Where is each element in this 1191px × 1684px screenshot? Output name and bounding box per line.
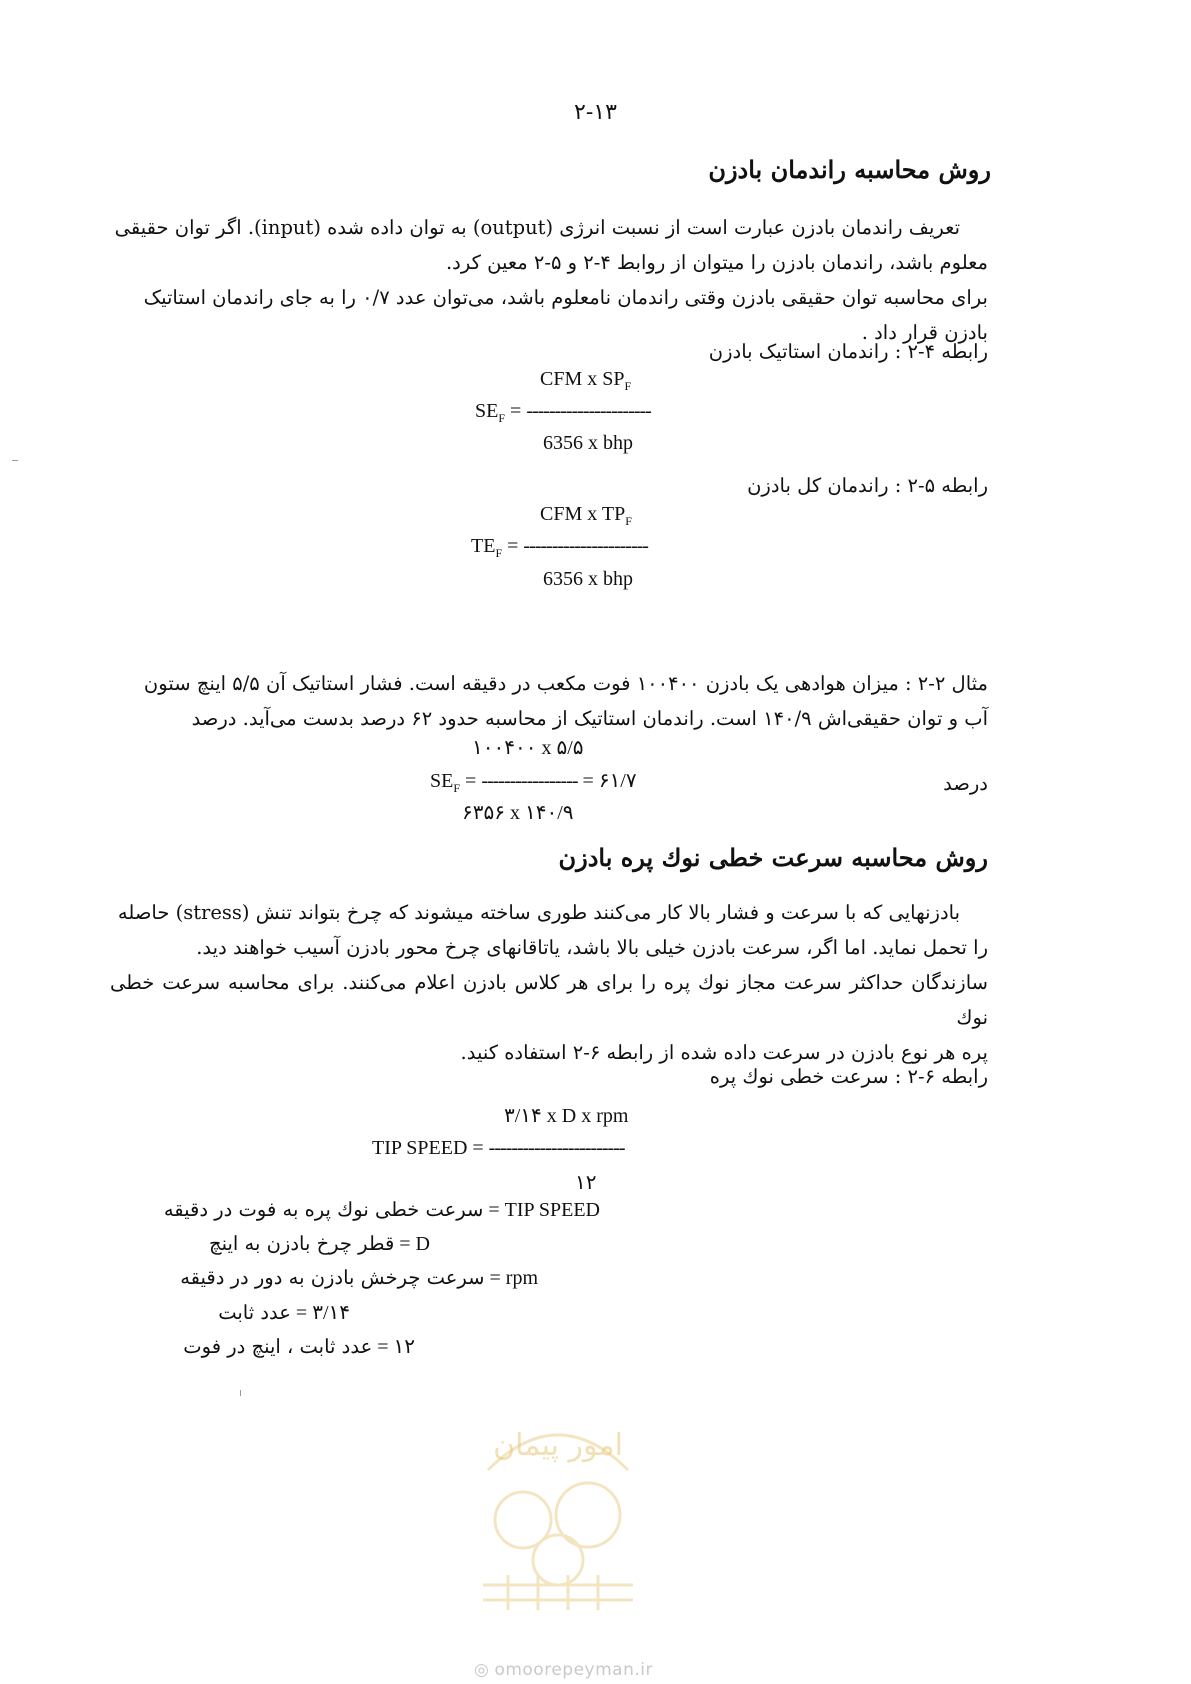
watermark-logo-text: امور پیمان xyxy=(493,1428,623,1463)
example-unit: درصد xyxy=(943,772,988,795)
paragraph-line: را تحمل نماید. اما اگر، سرعت بادزن خیلی بالا باشد، یاتاقانهای چرخ محور بادزن آسیب خواهند دید. xyxy=(196,936,988,959)
relation-6-equation: TIP SPEED = ------------------------ xyxy=(372,1137,625,1159)
section-heading-fan-efficiency: روش محاسبه راندمان بادزن xyxy=(708,155,991,184)
scan-artifact xyxy=(12,460,18,461)
definition-tip-speed: سرعت خطی نوك پره به فوت در دقیقه = TIP SPEED xyxy=(163,1198,600,1221)
globe-icon: ◎ xyxy=(474,1660,490,1680)
watermark-url: ◎ omoorepeyman.ir xyxy=(474,1660,653,1680)
watermark-logo xyxy=(468,1400,648,1615)
definition-twelve: عدد ثابت ، اینچ در فوت = ۱۲ xyxy=(183,1335,415,1358)
paragraph-line: تعریف راندمان بادزن عبارت است از نسبت انرژی (output) به توان داده شده (input). اگر توان حقیقی xyxy=(114,216,960,239)
scan-artifact xyxy=(240,1390,241,1396)
paragraph-line: بادزنهایی که با سرعت و فشار بالا کار می‌کنند طوری ساخته میشوند که چرخ بتواند تنش (stress) حاصله xyxy=(117,901,960,924)
section-heading-tip-speed: روش محاسبه سرعت خطی نوك پره بادزن xyxy=(558,843,988,872)
paragraph-line: مثال ۲-۲ : میزان هوادهی یک بادزن ۱۰۰۴۰۰ فوت مکعب در دقیقه است. فشار استاتیک آن ۵/۵ اینچ ستون xyxy=(143,672,988,695)
definition-d: قطر چرخ بادزن به اینچ = D xyxy=(209,1232,430,1255)
example-numerator: ۱۰۰۴۰۰ x ۵/۵ xyxy=(472,737,584,759)
definition-pi: عدد ثابت = ۳/۱۴ xyxy=(218,1301,350,1324)
relation-4-equation: $SE_F$ = ---------------------- xyxy=(475,400,651,425)
tip-speed-paragraph xyxy=(110,895,988,1070)
intro-paragraph xyxy=(110,210,988,350)
paragraph-line: بادزن قرار داد . xyxy=(861,321,988,344)
relation-4-label: رابطه ۴-۲ : راندمان استاتیک بادزن xyxy=(708,340,988,363)
paragraph-line: آب و توان حقیقی‌اش ۱۴۰/۹ است. راندمان استاتیک از محاسبه حدود ۶۲ درصد بدست می‌آید. درصد xyxy=(191,707,988,730)
relation-5-label: رابطه ۵-۲ : راندمان کل بادزن xyxy=(747,474,988,497)
definition-rpm: سرعت چرخش بادزن به دور در دقیقه = rpm xyxy=(180,1266,538,1289)
example-denominator: ۶۳۵۶ x ۱۴۰/۹ xyxy=(462,802,574,824)
relation-5-numerator: CFM x $TP_F$ xyxy=(540,503,632,528)
relation-4-denominator: 6356 x bhp xyxy=(543,432,633,454)
relation-6-numerator: ۳/۱۴ x D x rpm xyxy=(504,1105,629,1127)
page-number: ۲-۱۳ xyxy=(574,100,617,125)
relation-5-equation: $TE_F$ = ---------------------- xyxy=(471,535,648,560)
example-equation: $SE_F$ = ----------------- = ۶۱/۷ xyxy=(430,770,637,795)
relation-6-denominator: ۱۲ xyxy=(575,1172,597,1194)
relation-6-label: رابطه ۶-۲ : سرعت خطی نوك پره xyxy=(709,1065,988,1088)
relation-5-denominator: 6356 x bhp xyxy=(543,568,633,590)
relation-4-numerator: CFM x $SP_F$ xyxy=(540,368,632,393)
paragraph-line: برای محاسبه توان حقیقی بادزن وقتی راندمان نامعلوم باشد، می‌توان عدد ۰/۷ را به جای راندمان استاتیک xyxy=(143,286,988,309)
symbol-definitions xyxy=(100,1198,600,1368)
paragraph-line: سازندگان حداکثر سرعت مجاز نوك پره را برای هر کلاس بادزن اعلام می‌کنند. برای محاسبه سرعت خطی نوك xyxy=(110,971,988,1029)
paragraph-line: پره هر نوع بادزن در سرعت داده شده از رابطه ۶-۲ استفاده کنید. xyxy=(460,1041,988,1064)
example-paragraph xyxy=(110,666,988,736)
paragraph-line: معلوم باشد، راندمان بادزن را میتوان از روابط ۴-۲ و ۵-۲ معین کرد. xyxy=(445,251,988,274)
